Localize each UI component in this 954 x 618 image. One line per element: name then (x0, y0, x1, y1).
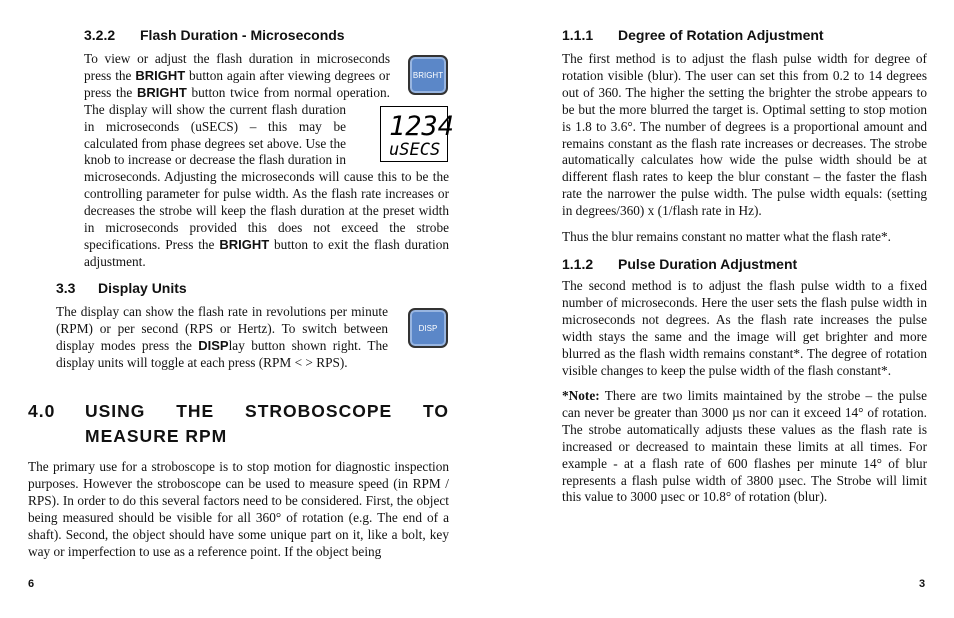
note-label: *Note: (562, 388, 600, 403)
pulse-duration-paragraph: The second method is to adjust the flash pulse width to a fixed number of microseconds. Here the user sets the flash pulse width in microseconds not degrees. As the flash rate increases the pulse width stays the same and the image will get brighter and more blurred as the flash width remains constant*. The degree of rotation visible changes to keep the pulse width of the flash constant*. (562, 278, 927, 378)
note-paragraph (562, 388, 927, 506)
section-title: Flash Duration - Microseconds (140, 27, 345, 43)
section-title: Degree of Rotation Adjustment (618, 27, 824, 43)
bright-button-label: BRIGHT (412, 70, 444, 80)
title-word: STROBOSCOPE (245, 401, 393, 421)
blur-constant-paragraph: Thus the blur remains constant no matter what the flash rate*. (562, 229, 892, 244)
section-number: 3.2.2 (84, 27, 116, 43)
section-number: 1.1.1 (562, 27, 594, 43)
section-heading-display-units (56, 280, 187, 296)
keyword-disp: DISP (198, 337, 229, 353)
section-heading-pulse-duration (562, 256, 797, 272)
page-number-right: 3 (919, 578, 926, 590)
text-run: lay button shown right. The display units will toggle at each press (RPM < > RPS). (56, 337, 388, 370)
chapter-title-line1 (85, 399, 449, 424)
section-number: 3.3 (56, 280, 76, 296)
text-run: To view or adjust the flash duration in microseconds press the (84, 51, 390, 83)
keyword-bright: BRIGHT (219, 236, 270, 252)
text-run: button twice from normal operation. The display will show the current flash duration in microseconds (uSECS) – this may be calculated from phase degrees set above. Use the knob to increase or decrease the flash duration in microseconds. Adjusting the microseconds will cause this to be the controlling parameter for pulse width. As the flash rate increases or decreases the strobe will keep the flash duration at the preset width in microseconds provided this does not exceed the strobe specifications. Press the (84, 84, 449, 252)
display-units-paragraph (56, 304, 388, 372)
keyword-bright: BRIGHT (136, 84, 187, 100)
text-run: The display can show the flash rate in revolutions per minute (RPM) or per second (RPS or Hertz). To switch between display modes press the (56, 304, 388, 353)
display-units: uSECS (389, 140, 441, 160)
chapter-intro-paragraph: The primary use for a stroboscope is to stop motion for diagnostic inspection purposes. However the stroboscope can be used to measure speed (in RPM / RPS). In order to do this several factors need to be considered. First, the object being measured should be visible for all 360° of rotation (e.g. The end of a shaft). Second, the object should have some unique part on it, like a bolt, key way or imperfection to use as a reference point. If the object being (28, 459, 449, 559)
title-word: TO (422, 401, 449, 421)
flash-duration-paragraph (84, 51, 449, 271)
section-number: 1.1.2 (562, 256, 594, 272)
disp-button-label: DISP (418, 323, 438, 333)
section-heading-flash-duration (84, 27, 345, 43)
degree-rotation-paragraph: The first method is to adjust the flash pulse width for degree of rotation visible (blur). The user can set this from 0.2 to 14 degrees out of 360. The higher the setting the brighter the strobe appears to be but the more blurred the target is. Optimal setting to stop motion is 1.8 to 3.6°. The number of degrees is a proportional amount and remains constant as the flash rate increases or decreases. The strobe automatically calculates how wide the pulse width should be at different flash rates to keep the blur constant – the faster the flash rate the narrower the pulse width. The pulse width equals: (setting in degrees/360) x (1/flash rate in Hz). (562, 51, 927, 219)
keyword-bright: BRIGHT (135, 67, 186, 83)
text-run: button again after viewing degrees or press the (84, 67, 390, 100)
note-text: There are two limits maintained by the strobe – the pulse can never be greater than 3000 µs nor can it exceed 14° of rotation. The strobe automatically adjusts these values as the flash rate is increased or decreased to maintain these limits at all times. For example - at a flash rate of 600 flashes per minute 14° of blur represents a flash pulse width of 3800 µsec. The Strobe will limit this value to 3000 µsec or 10.8° of rotation (blur). (562, 388, 927, 505)
title-word: THE (176, 401, 215, 421)
display-digits: 1234 (389, 111, 455, 142)
text-run: button to exit the flash duration adjustment. (84, 236, 449, 269)
chapter-title-line2: MEASURE RPM (85, 426, 228, 446)
section-title: Pulse Duration Adjustment (618, 256, 798, 272)
section-title: Display Units (98, 280, 187, 296)
disp-button-image (408, 308, 448, 348)
section-heading-degree-rotation (562, 27, 824, 43)
chapter-number: 4.0 (28, 401, 56, 421)
page-number-left: 6 (28, 578, 35, 590)
title-word: USING (85, 401, 146, 421)
